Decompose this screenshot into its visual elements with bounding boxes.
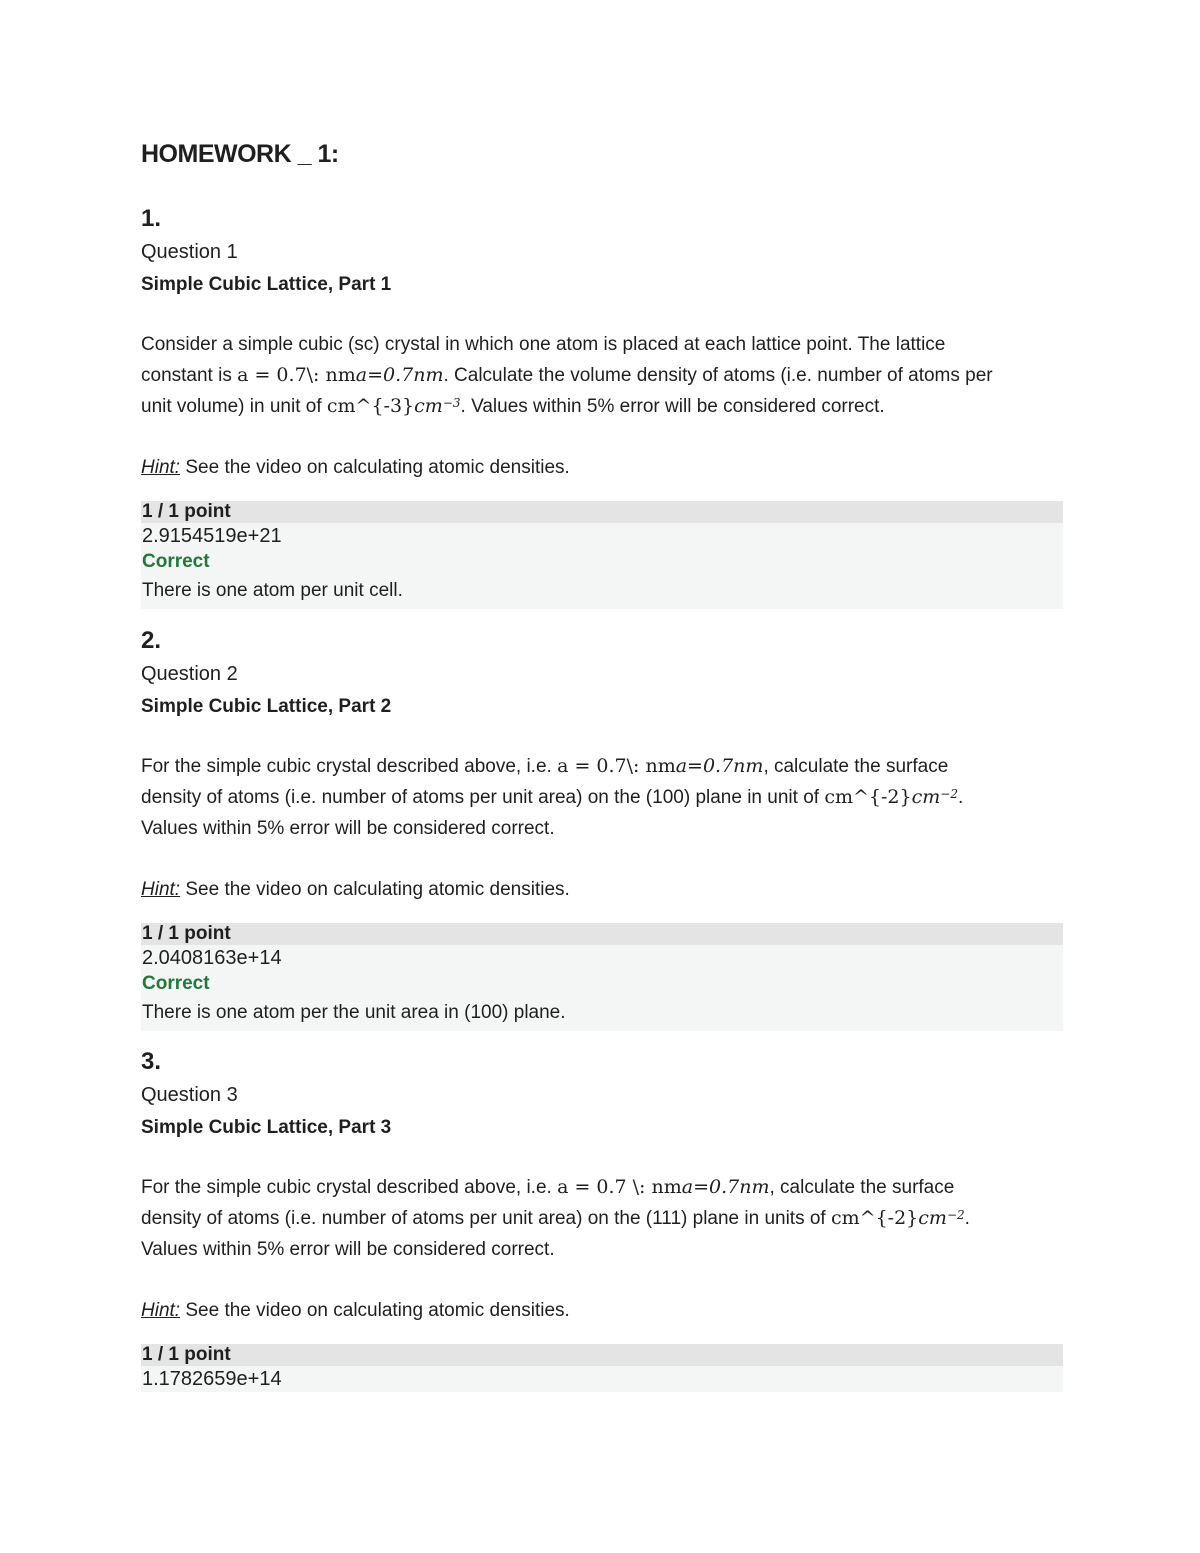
submitted-answer: 2.9154519e+21 (142, 525, 282, 547)
unit-latex: cm^{-3} (326, 395, 415, 417)
body-line: unit volume) in unit of cm^{-3}𝑐𝑚$^{-3}$. Values within 5% error will be considered correct. (141, 395, 885, 417)
result-body (141, 523, 1063, 609)
body-line: Values within 5% error will be considered correct. (141, 1239, 555, 1260)
question-number: 1. (141, 205, 162, 232)
hint-label: Hint: (141, 1300, 181, 1321)
body-line: constant is a = 0.7\: nm𝑎=0.7𝑛𝑚. Calculate the volume density of atoms (i.e. number of atoms per (141, 364, 993, 386)
hint (141, 874, 1063, 905)
result-body (141, 1366, 1063, 1392)
feedback-text: There is one atom per unit cell. (142, 580, 403, 601)
body-line: density of atoms (i.e. number of atoms per unit area) on the (111) plane in units of cm^{-2}𝑐𝑚$^{-2}$. (141, 1207, 970, 1229)
hint-label: Hint: (141, 457, 181, 478)
result-body (141, 945, 1063, 1031)
question-label: Question 1 (141, 241, 238, 263)
submitted-answer: 1.1782659e+14 (142, 1368, 282, 1390)
hint-text: See the video on calculating atomic densities. (180, 457, 570, 478)
question-label: Question 2 (141, 663, 238, 685)
rendered-unit: 𝑐𝑚$^{-2}$ (911, 786, 958, 808)
body-line: For the simple cubic crystal described above, i.e. a = 0.7\: nm𝑎=0.7𝑛𝑚, calculate the surface (141, 755, 949, 777)
rendered-unit: 𝑐𝑚$^{-2}$ (918, 1207, 965, 1229)
question-number: 3. (141, 1048, 162, 1075)
latex-source: a = 0.7\: nm (237, 364, 356, 386)
unit-latex: cm^{-2} (831, 1207, 919, 1229)
question-body (141, 1172, 1063, 1265)
hint-label: Hint: (141, 879, 181, 900)
question-body (141, 751, 1063, 844)
question-number: 2. (141, 627, 162, 654)
question-body (141, 329, 1063, 422)
status-correct: Correct (142, 551, 210, 572)
body-line: For the simple cubic crystal described above, i.e. a = 0.7 \: nm𝑎=0.7𝑛𝑚, calculate the surface (141, 1176, 955, 1198)
body-line: Values within 5% error will be considered correct. (141, 818, 555, 839)
rendered-unit: 𝑐𝑚$^{-3}$ (414, 395, 461, 417)
feedback-text: There is one atom per the unit area in (100) plane. (142, 1002, 566, 1023)
rendered-math: 𝑎=0.7𝑛𝑚 (675, 755, 764, 777)
hint-text: See the video on calculating atomic densities. (180, 879, 570, 900)
unit-latex: cm^{-2} (824, 786, 912, 808)
score-label: 1 / 1 point (141, 923, 1063, 945)
score-label: 1 / 1 point (141, 1344, 1063, 1366)
question-1 (141, 202, 1063, 609)
result-panel (141, 1344, 1063, 1392)
submitted-answer: 2.0408163e+14 (142, 947, 282, 969)
latex-source: a = 0.7\: nm (557, 755, 676, 777)
body-line: Consider a simple cubic (sc) crystal in which one atom is placed at each lattice point. The lattice (141, 334, 946, 355)
latex-source: a = 0.7 \: nm (557, 1176, 682, 1198)
body-line: density of atoms (i.e. number of atoms per unit area) on the (100) plane in unit of cm^{-2}𝑐𝑚$^{-2}$. (141, 786, 964, 808)
rendered-math: 𝑎=0.7𝑛𝑚 (355, 364, 444, 386)
result-panel (141, 501, 1063, 609)
question-2 (141, 624, 1063, 1031)
hint (141, 1295, 1063, 1326)
rendered-math: 𝑎=0.7𝑛𝑚 (681, 1176, 770, 1198)
hint (141, 452, 1063, 483)
status-correct: Correct (142, 973, 210, 994)
document-title: HOMEWORK _ 1: (141, 140, 339, 168)
question-heading: Simple Cubic Lattice, Part 3 (141, 1117, 392, 1138)
question-label: Question 3 (141, 1084, 238, 1106)
score-label: 1 / 1 point (141, 501, 1063, 523)
hint-text: See the video on calculating atomic densities. (180, 1300, 570, 1321)
question-heading: Simple Cubic Lattice, Part 2 (141, 696, 392, 717)
question-heading: Simple Cubic Lattice, Part 1 (141, 274, 392, 295)
result-panel (141, 923, 1063, 1031)
question-3 (141, 1045, 1063, 1392)
